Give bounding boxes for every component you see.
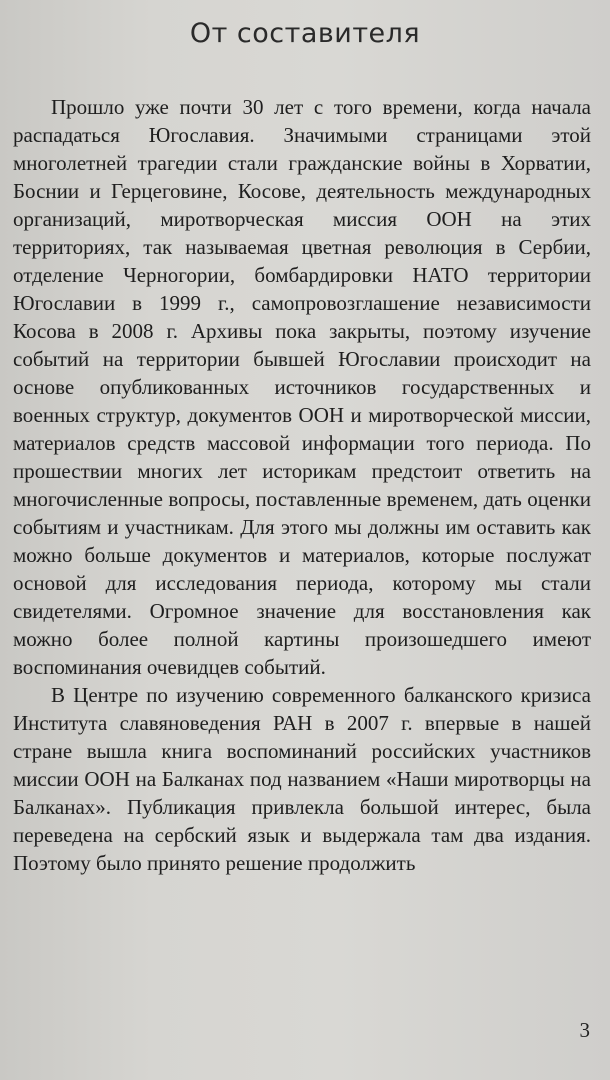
paragraph-2: В Центре по изучению современного балканского кризиса Института славяноведения РАН в 2007 г. впервые в нашей стране вышла книга воспоминаний российских участников миссии ООН на Балканах под названием «Наши миротворцы на Балканах». Публикация привлекла большой интерес, была переведена на сербский язык и выдержала там два издания. Поэтому было принято решение продолжить [13, 683, 591, 875]
page-title: От составителя [189, 18, 421, 49]
page-number: 3 [579, 1018, 590, 1042]
paragraph-1: Прошло уже почти 30 лет с того времени, когда начала распадаться Югославия. Значимыми страницами этой многолетней трагедии стали гражданские войны в Хорватии, Боснии и Герцеговине, Косове, деятельность международных организаций, миротворческая миссия ООН на этих территориях, так называемая цветная революция в Сербии, отделение Черногории, бомбардировки НАТО территории Югославии в 1999 г., самопровозглашение независимости Косова в 2008 г. Архивы пока закрыты, поэтому изучение событий на территории бывшей Югославии происходит на основе опубликованных источников государственных и военных структур, документов ООН и миротворческой миссии, материалов средств массовой информации того периода. По прошествии многих лет историкам предстоит ответить на многочисленные вопросы, поставленные временем, дать оценки событиям и участникам. Для этого мы должны им оставить как можно больше документов и материалов, которые послужат основой для исследования периода, которому мы стали свидетелями. Огромное значение для восстановления как можно более полной картины произошедшего имеют воспоминания очевидцев событий. [13, 95, 591, 679]
body-text [13, 93, 591, 877]
